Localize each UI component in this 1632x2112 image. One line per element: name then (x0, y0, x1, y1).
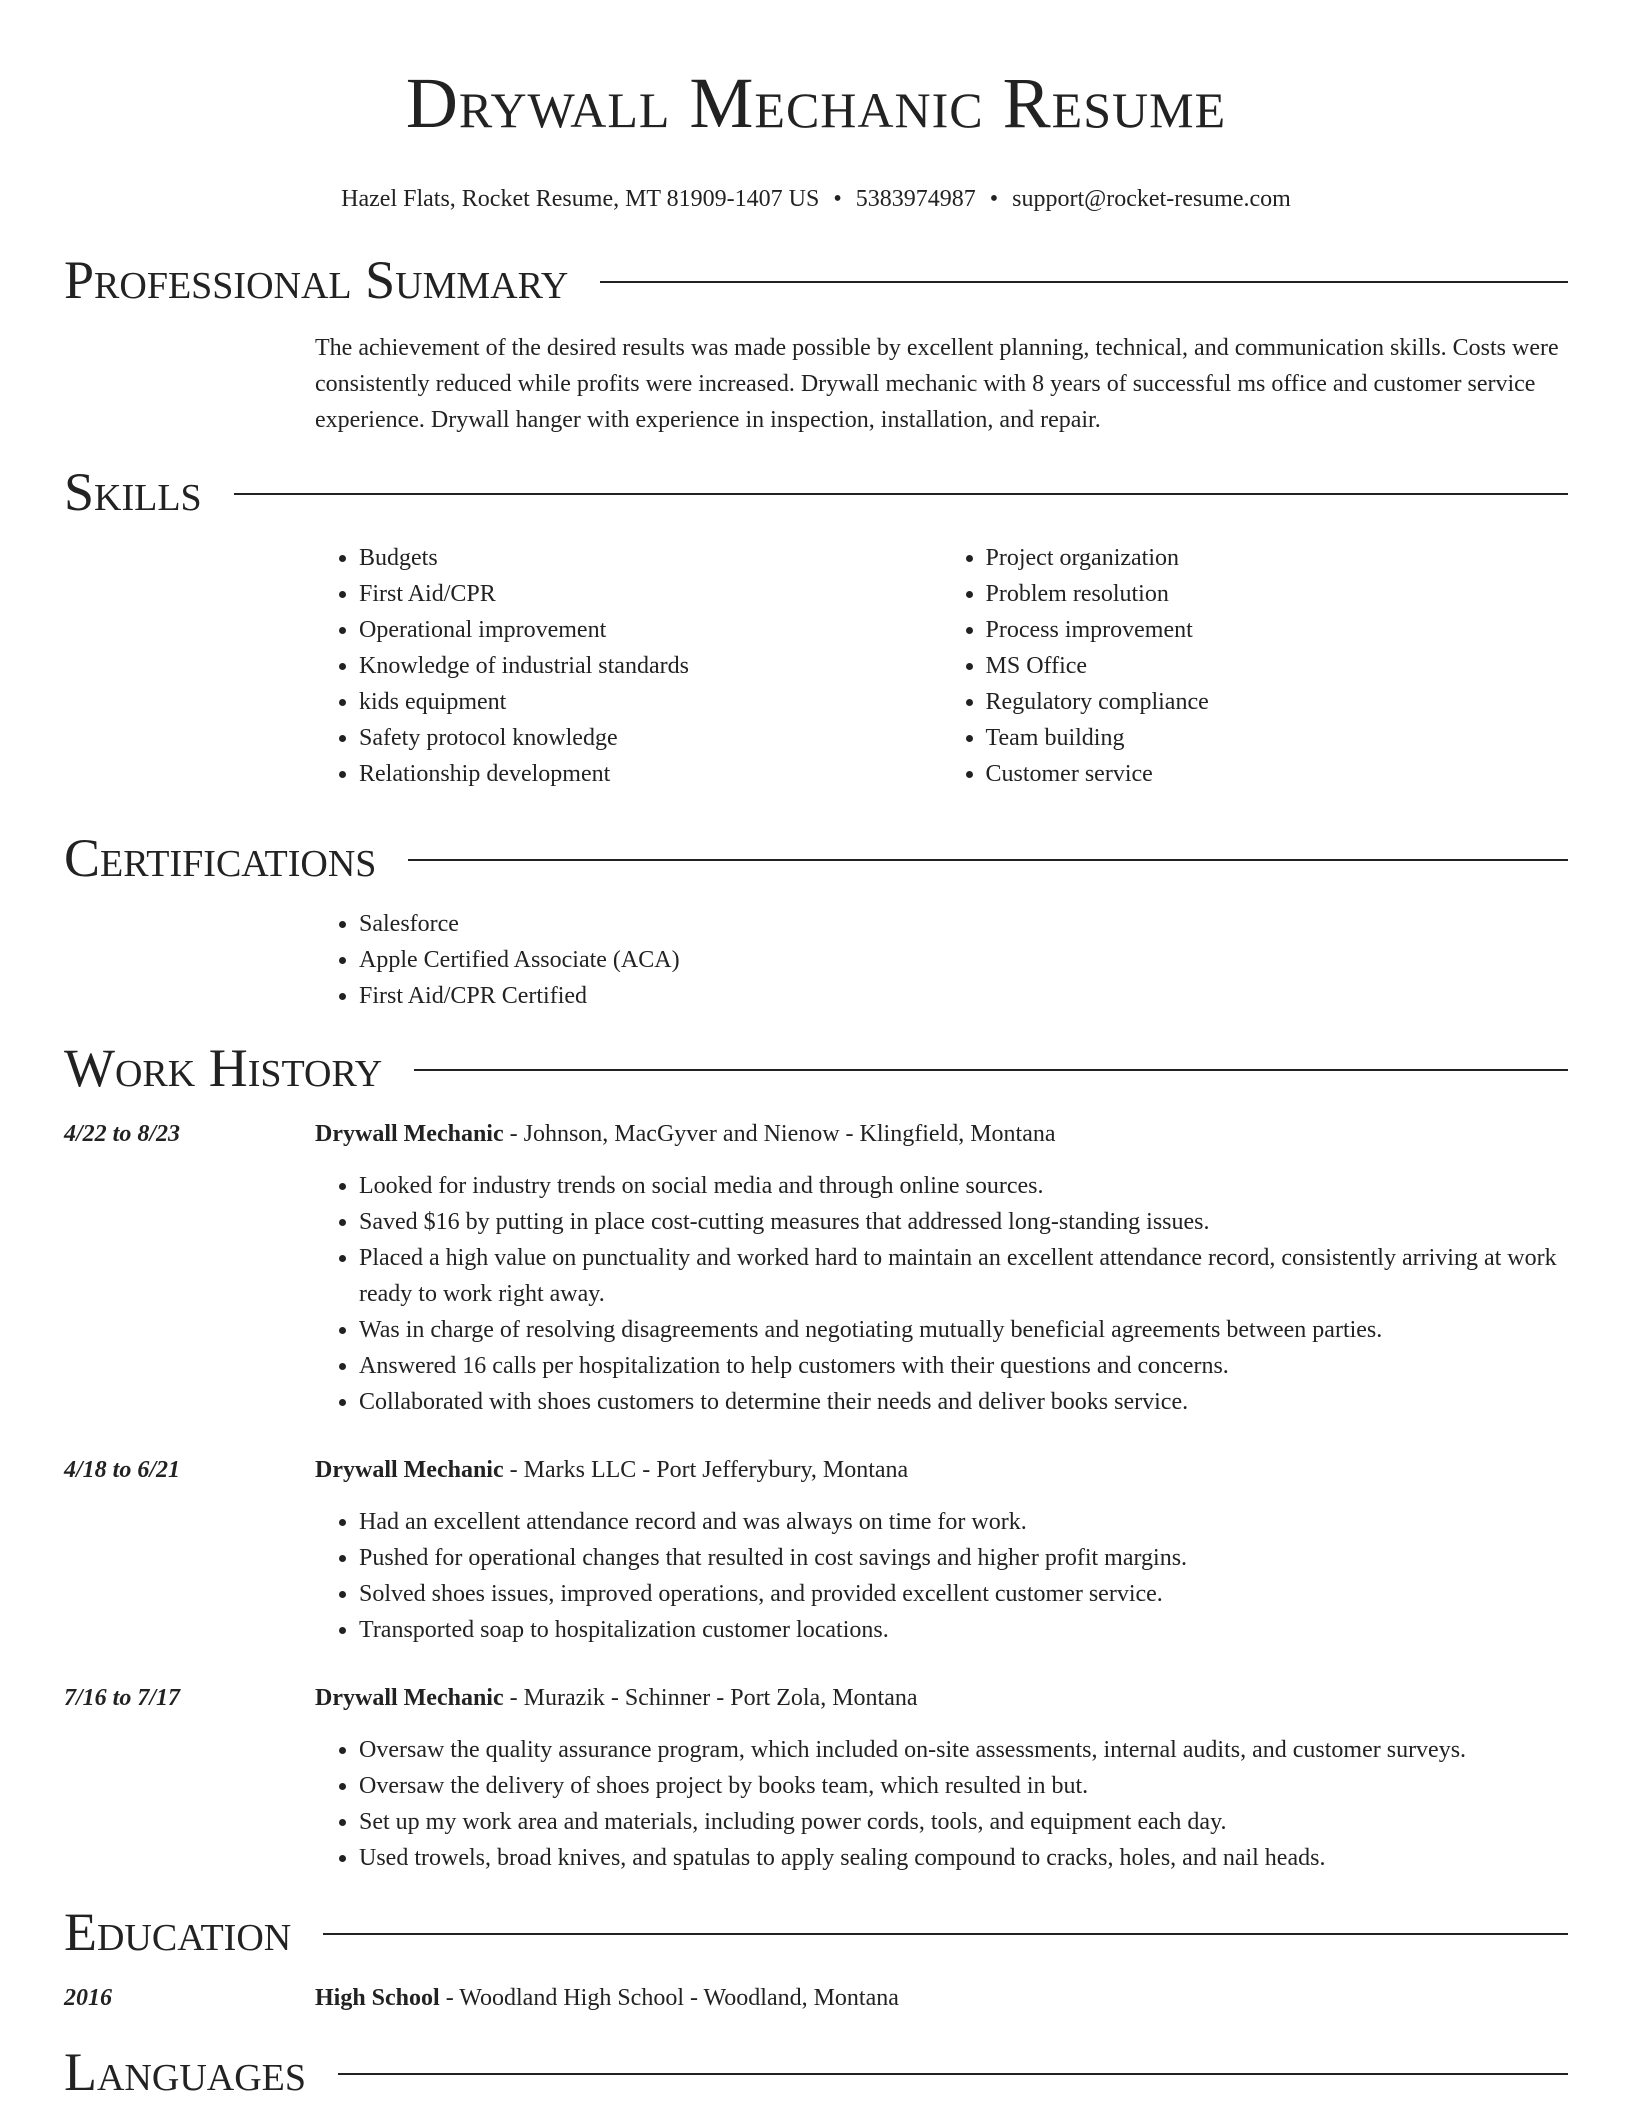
skill-item: • Problem resolution (986, 576, 1569, 612)
section-rule (414, 1069, 1568, 1071)
contact-separator: • (989, 186, 999, 212)
job-bullet: • Transported soap to hospitalization customer locations. (359, 1612, 1568, 1648)
work-section-header (64, 1036, 1568, 1100)
job-bullet: • Set up my work area and materials, including power cords, tools, and equipment each day. (359, 1804, 1568, 1840)
languages-heading: Languages (64, 2042, 306, 2102)
contact-separator: • (833, 186, 842, 212)
skills-body (315, 540, 1568, 792)
job-bullets (315, 1504, 1568, 1648)
certification-item: • Salesforce (359, 906, 1568, 942)
section-rule (408, 859, 1568, 861)
skill-item: • Budgets (359, 540, 942, 576)
education-heading: Education (64, 1902, 292, 1962)
job-bullet: • Oversaw the quality assurance program, which included on-site assessments, internal audits, and customer surveys. (359, 1732, 1568, 1768)
education-degree: High School (315, 1985, 440, 2011)
certification-item: • Apple Certified Associate (ACA) (359, 942, 1568, 978)
skill-item: • First Aid/CPR (359, 576, 942, 612)
skill-item: • Knowledge of industrial standards (359, 648, 942, 684)
job-bullet: • Placed a high value on punctuality and worked hard to maintain an excellent attendance record, consistently arriving at work ready to work right away. (359, 1240, 1568, 1312)
job-bullet: • Saved $16 by putting in place cost-cutting measures that addressed long-standing issues. (359, 1204, 1568, 1240)
skills-heading: Skills (64, 462, 202, 522)
section-rule (323, 1933, 1568, 1935)
job-role: Drywall Mechanic (315, 1121, 504, 1147)
summary-body (315, 330, 1568, 438)
job-detail: - Marks LLC - Port Jefferybury, Montana (503, 1457, 909, 1483)
job-entry (64, 1116, 1568, 1420)
job-entry (64, 1452, 1568, 1648)
skills-list-right (942, 540, 1569, 792)
education-section-header (64, 1900, 1568, 1964)
certifications-list (315, 906, 1568, 1014)
job-heading (315, 1680, 1568, 1716)
job-bullet: • Answered 16 calls per hospitalization to help customers with their questions and concerns. (359, 1348, 1568, 1384)
section-rule (234, 493, 1568, 495)
education-date: 2016 (64, 1985, 112, 2011)
education-detail: - Woodland High School - Woodland, Montana (439, 1985, 899, 2011)
job-heading (315, 1116, 1568, 1152)
job-bullet: • Used trowels, broad knives, and spatulas to apply sealing compound to cracks, holes, and nail heads. (359, 1840, 1568, 1876)
job-content (315, 1116, 1568, 1420)
contact-phone: 5383974987 (855, 186, 976, 212)
resume-title: Drywall Mechanic Resume (405, 63, 1227, 143)
skill-item: • Regulatory compliance (986, 684, 1569, 720)
languages-section-header (64, 2040, 1568, 2104)
certification-item: • First Aid/CPR Certified (359, 978, 1568, 1014)
skill-item: • Process improvement (986, 612, 1569, 648)
job-bullets (315, 1732, 1568, 1876)
skill-item: • kids equipment (359, 684, 942, 720)
contact-line (64, 184, 1568, 214)
skills-list-left (315, 540, 942, 792)
job-role: Drywall Mechanic (315, 1685, 504, 1711)
job-bullet: • Looked for industry trends on social media and through online sources. (359, 1168, 1568, 1204)
certifications-section-header (64, 826, 1568, 890)
job-date: 4/22 to 8/23 (64, 1121, 181, 1147)
contact-email: support@rocket-resume.com (1012, 186, 1291, 212)
section-rule (338, 2073, 1568, 2075)
summary-section-header (64, 248, 1568, 312)
skills-grid (315, 540, 1568, 792)
job-content (315, 1680, 1568, 1876)
job-content (315, 1452, 1568, 1648)
contact-address: Hazel Flats, Rocket Resume, MT 81909-1407 US (341, 186, 820, 212)
job-bullet: • Oversaw the delivery of shoes project by books team, which resulted in but. (359, 1768, 1568, 1804)
job-bullet: • Pushed for operational changes that resulted in cost savings and higher profit margins. (359, 1540, 1568, 1576)
skill-item: • MS Office (986, 648, 1569, 684)
skill-item: • Customer service (986, 756, 1569, 792)
skill-item: • Project organization (986, 540, 1569, 576)
job-entry (64, 1680, 1568, 1876)
job-bullets (315, 1168, 1568, 1420)
summary-heading: Professional Summary (64, 250, 569, 310)
skill-item: • Team building (986, 720, 1569, 756)
skill-item: • Safety protocol knowledge (359, 720, 942, 756)
education-content (315, 1980, 1568, 2016)
section-rule (600, 281, 1568, 283)
skill-item: • Relationship development (359, 756, 942, 792)
job-bullet: • Collaborated with shoes customers to determine their needs and deliver books service. (359, 1384, 1568, 1420)
work-heading: Work History (64, 1038, 383, 1098)
job-detail: - Murazik - Schinner - Port Zola, Montana (503, 1685, 918, 1711)
skills-section-header (64, 460, 1568, 524)
certifications-body (315, 906, 1568, 1014)
job-heading (315, 1452, 1568, 1488)
job-detail: - Johnson, MacGyver and Nienow - Klingfield, Montana (503, 1121, 1056, 1147)
skill-item: • Operational improvement (359, 612, 942, 648)
summary-text: The achievement of the desired results was made possible by excellent planning, technical, and communication skills. Costs were consistently reduced while profits were increased. Drywall mechanic with 8 years of successful ms office and customer service experience. Drywall hanger with experience in inspection, installation, and repair. (315, 335, 1559, 433)
education-entry (64, 1980, 1568, 2016)
job-bullet: • Solved shoes issues, improved operations, and provided excellent customer service. (359, 1576, 1568, 1612)
job-role: Drywall Mechanic (315, 1457, 504, 1483)
job-bullet: • Was in charge of resolving disagreements and negotiating mutually beneficial agreements between parties. (359, 1312, 1568, 1348)
certifications-heading: Certifications (64, 828, 377, 888)
job-bullet: • Had an excellent attendance record and was always on time for work. (359, 1504, 1568, 1540)
job-date: 4/18 to 6/21 (64, 1457, 181, 1483)
job-date: 7/16 to 7/17 (64, 1685, 181, 1711)
resume-page (64, 0, 1568, 2104)
